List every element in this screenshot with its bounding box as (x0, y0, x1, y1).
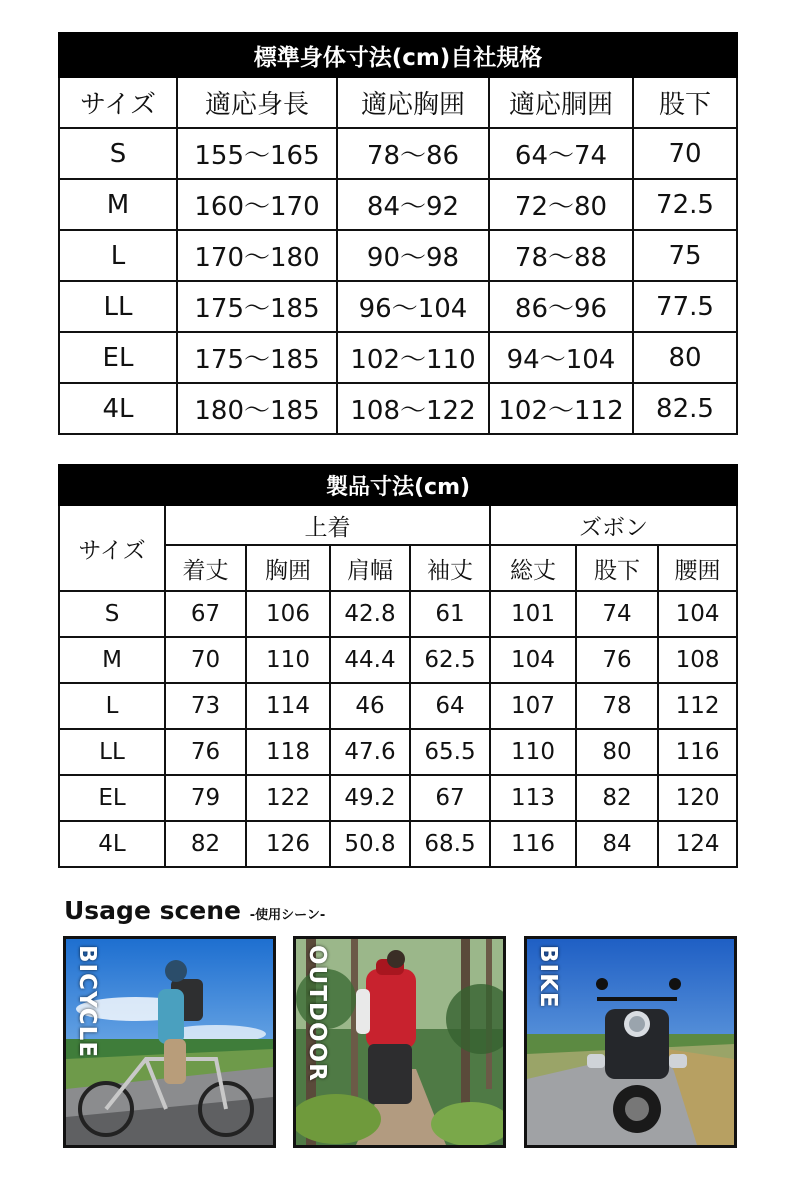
table-cell: S (59, 591, 165, 637)
table-cell: 104 (658, 591, 737, 637)
table-header-row (59, 77, 737, 128)
table-cell: 75 (633, 230, 737, 281)
header-cell: 適応胸囲 (337, 77, 489, 128)
table-cell: 84 (576, 821, 658, 867)
table-cell: 64 (410, 683, 490, 729)
table-cell: 73 (165, 683, 246, 729)
table-cell: 80 (576, 729, 658, 775)
header-cell: 胸囲 (246, 545, 330, 591)
table-cell: 106 (246, 591, 330, 637)
header-cell: 適応胴囲 (489, 77, 633, 128)
table-cell: 175～185 (177, 332, 337, 383)
table-row (59, 683, 737, 729)
table-row (59, 179, 737, 230)
table-cell: 64～74 (489, 128, 633, 179)
table-cell: 113 (490, 775, 576, 821)
table-cell: S (59, 128, 177, 179)
table-cell: 78～88 (489, 230, 633, 281)
table-cell: 82.5 (633, 383, 737, 434)
table-cell: EL (59, 332, 177, 383)
table-cell: M (59, 637, 165, 683)
table-cell: 160～170 (177, 179, 337, 230)
table-cell: 68.5 (410, 821, 490, 867)
header-cell: 股下 (576, 545, 658, 591)
group-header-row (59, 505, 737, 545)
table-cell: 46 (330, 683, 410, 729)
table-cell: 72～80 (489, 179, 633, 230)
table-cell: L (59, 230, 177, 281)
body-size-table (58, 32, 738, 435)
table-cell: 47.6 (330, 729, 410, 775)
jacket-group-header: 上着 (165, 505, 490, 545)
table-cell: 108～122 (337, 383, 489, 434)
table-cell: 4L (59, 383, 177, 434)
table-cell: 67 (410, 775, 490, 821)
product-size-table (58, 464, 738, 868)
table-row (59, 775, 737, 821)
table-cell: 155～165 (177, 128, 337, 179)
table-cell: 126 (246, 821, 330, 867)
table-cell: 104 (490, 637, 576, 683)
table-cell: 42.8 (330, 591, 410, 637)
table-cell: 65.5 (410, 729, 490, 775)
header-cell: 袖丈 (410, 545, 490, 591)
table-cell: 70 (633, 128, 737, 179)
outdoor-scene-label: OUTDOOR (304, 945, 330, 1082)
table-cell: 110 (246, 637, 330, 683)
table-row (59, 729, 737, 775)
table-row (59, 383, 737, 434)
table-cell: 70 (165, 637, 246, 683)
table-cell: 61 (410, 591, 490, 637)
bike-scene-label: BIKE (535, 945, 561, 1009)
table-cell: 78 (576, 683, 658, 729)
table-cell: 175～185 (177, 281, 337, 332)
table-cell: L (59, 683, 165, 729)
header-cell: 総丈 (490, 545, 576, 591)
header-cell: 着丈 (165, 545, 246, 591)
table-cell: 124 (658, 821, 737, 867)
product-size-table-title: 製品寸法(cm) (59, 465, 737, 505)
table-cell: 122 (246, 775, 330, 821)
table-cell: 170～180 (177, 230, 337, 281)
header-cell: 適応身長 (177, 77, 337, 128)
table-cell: 74 (576, 591, 658, 637)
table-cell: 112 (658, 683, 737, 729)
table-cell: 67 (165, 591, 246, 637)
table-cell: 116 (490, 821, 576, 867)
table-cell: 76 (165, 729, 246, 775)
usage-scene-heading (64, 896, 325, 925)
table-row (59, 230, 737, 281)
table-cell: 82 (576, 775, 658, 821)
table-cell: 101 (490, 591, 576, 637)
table-row (59, 128, 737, 179)
table-cell: 77.5 (633, 281, 737, 332)
table-cell: 96～104 (337, 281, 489, 332)
table-cell: 78～86 (337, 128, 489, 179)
table-cell: 114 (246, 683, 330, 729)
size-header-cell: サイズ (59, 505, 165, 591)
table-cell: 82 (165, 821, 246, 867)
table-cell: 86～96 (489, 281, 633, 332)
table-cell: 108 (658, 637, 737, 683)
table-cell: 84～92 (337, 179, 489, 230)
bicycle-scene-photo (63, 936, 276, 1148)
table-cell: M (59, 179, 177, 230)
table-cell: 94～104 (489, 332, 633, 383)
table-row (59, 591, 737, 637)
body-size-table-title: 標準身体寸法(cm)自社規格 (59, 33, 737, 77)
table-cell: 79 (165, 775, 246, 821)
table-row (59, 281, 737, 332)
header-cell: サイズ (59, 77, 177, 128)
usage-scene-subtitle: -使用シーン- (249, 908, 326, 923)
table-cell: EL (59, 775, 165, 821)
usage-scene-title: Usage scene (64, 896, 242, 925)
table-cell: 102～112 (489, 383, 633, 434)
header-cell: 肩幅 (330, 545, 410, 591)
bicycle-scene-label: BICYCLE (74, 945, 100, 1059)
table-cell: 120 (658, 775, 737, 821)
table-cell: LL (59, 281, 177, 332)
table-cell: 62.5 (410, 637, 490, 683)
header-cell: 股下 (633, 77, 737, 128)
table-row (59, 637, 737, 683)
table-cell: 80 (633, 332, 737, 383)
table-cell: 4L (59, 821, 165, 867)
outdoor-scene-photo (293, 936, 506, 1148)
table-row (59, 821, 737, 867)
table-cell: 50.8 (330, 821, 410, 867)
table-cell: 107 (490, 683, 576, 729)
header-cell: 腰囲 (658, 545, 737, 591)
table-cell: 102～110 (337, 332, 489, 383)
table-cell: 116 (658, 729, 737, 775)
table-cell: LL (59, 729, 165, 775)
table-cell: 180～185 (177, 383, 337, 434)
table-cell: 72.5 (633, 179, 737, 230)
table-cell: 110 (490, 729, 576, 775)
table-cell: 118 (246, 729, 330, 775)
pants-group-header: ズボン (490, 505, 737, 545)
bike-scene-photo (524, 936, 737, 1148)
table-cell: 90～98 (337, 230, 489, 281)
table-row (59, 332, 737, 383)
table-cell: 76 (576, 637, 658, 683)
table-cell: 49.2 (330, 775, 410, 821)
table-cell: 44.4 (330, 637, 410, 683)
